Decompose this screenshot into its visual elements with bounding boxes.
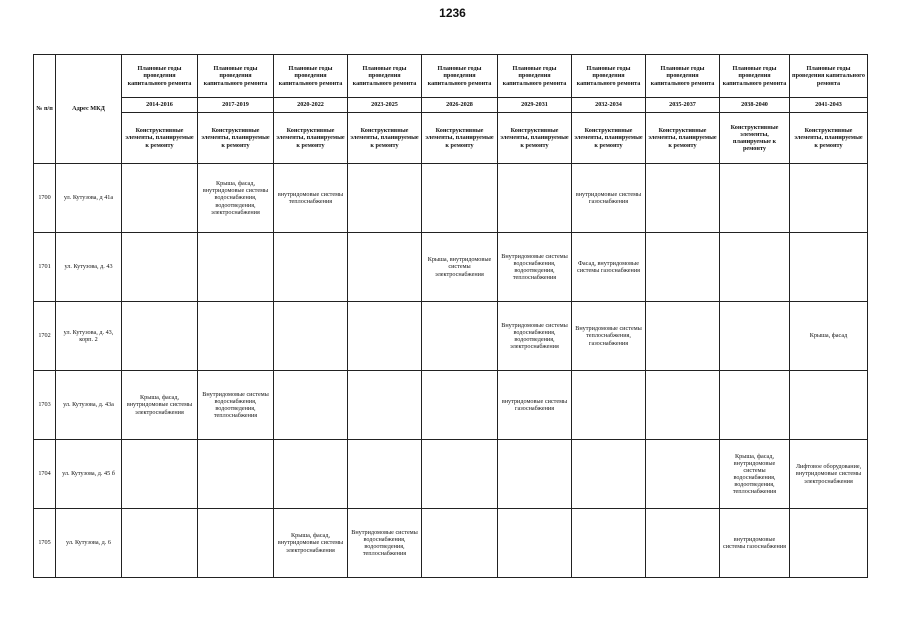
repair-elements-cell (790, 509, 868, 578)
row-address: ул. Кутузова, д. 43 (56, 233, 122, 302)
repair-elements-cell (498, 440, 572, 509)
repair-elements-cell (498, 164, 572, 233)
repair-plan-table (33, 54, 868, 578)
period-years-5: 2029-2031 (498, 98, 572, 113)
repair-elements-cell: Внутридомовые системы водоснабжения, водоотведения, теплоснабжения (348, 509, 422, 578)
repair-elements-cell (274, 440, 348, 509)
period-title-3: Плановые годы проведения капитального ремонта (348, 55, 422, 98)
repair-elements-cell (274, 233, 348, 302)
repair-elements-cell (646, 371, 720, 440)
row-number: 1702 (34, 302, 56, 371)
period-years-3: 2023-2025 (348, 98, 422, 113)
repair-elements-cell (122, 509, 198, 578)
period-title-4: Плановые годы проведения капитального ремонта (422, 55, 498, 98)
row-address: ул. Кутузова, д. 43а (56, 371, 122, 440)
table-row (34, 440, 868, 509)
repair-elements-cell (198, 509, 274, 578)
repair-elements-cell: внутридомовые системы теплоснабжения (274, 164, 348, 233)
repair-elements-cell (348, 233, 422, 302)
repair-elements-cell (720, 302, 790, 371)
table-body (34, 164, 868, 578)
repair-elements-cell (498, 509, 572, 578)
repair-elements-cell: Лифтовое оборудование, внутридомовые системы электроснабжения (790, 440, 868, 509)
repair-elements-cell (122, 233, 198, 302)
period-elements-header-7: Конструктивные элементы, планируемые к ремонту (646, 113, 720, 164)
header-row-years (34, 98, 868, 113)
repair-elements-cell: внутридомовые системы газоснабжения (720, 509, 790, 578)
repair-elements-cell (348, 302, 422, 371)
period-elements-header-1: Конструктивные элементы, планируемые к ремонту (198, 113, 274, 164)
table-row (34, 302, 868, 371)
repair-elements-cell: внутридомовые системы газоснабжения (498, 371, 572, 440)
repair-elements-cell (274, 302, 348, 371)
repair-elements-cell: Крыша, фасад, внутридомовые системы электроснабжения (274, 509, 348, 578)
repair-elements-cell (348, 371, 422, 440)
repair-elements-cell (422, 371, 498, 440)
repair-elements-cell (790, 371, 868, 440)
row-address: ул. Кутузова, д. 6 (56, 509, 122, 578)
period-elements-header-3: Конструктивные элементы, планируемые к ремонту (348, 113, 422, 164)
repair-elements-cell (646, 164, 720, 233)
repair-elements-cell (720, 233, 790, 302)
period-title-7: Плановые годы проведения капитального ремонта (646, 55, 720, 98)
row-address: ул. Кутузова, д. 45 б (56, 440, 122, 509)
row-number: 1703 (34, 371, 56, 440)
repair-elements-cell (790, 233, 868, 302)
period-years-8: 2038-2040 (720, 98, 790, 113)
header-row-elements (34, 113, 868, 164)
repair-elements-cell (348, 164, 422, 233)
period-title-8: Плановые годы проведения капитального ремонта (720, 55, 790, 98)
row-address: ул. Кутузова, д 41а (56, 164, 122, 233)
repair-elements-cell (572, 371, 646, 440)
repair-elements-cell: Крыша, внутридомовые системы электроснабжения (422, 233, 498, 302)
row-number: 1705 (34, 509, 56, 578)
row-number: 1704 (34, 440, 56, 509)
repair-elements-cell (646, 440, 720, 509)
period-elements-header-8: Конструктивные элементы, планируемые к ремонту (720, 113, 790, 164)
period-elements-header-4: Конструктивные элементы, планируемые к ремонту (422, 113, 498, 164)
repair-elements-cell (122, 164, 198, 233)
repair-elements-cell (572, 509, 646, 578)
repair-elements-cell (790, 164, 868, 233)
period-title-0: Плановые годы проведения капитального ремонта (122, 55, 198, 98)
column-header-address: Адрес МКД (56, 55, 122, 164)
repair-elements-cell (572, 440, 646, 509)
page-number: 1236 (439, 6, 466, 20)
repair-elements-cell (122, 440, 198, 509)
repair-elements-cell (198, 302, 274, 371)
repair-elements-cell: Крыша, фасад, внутридомовые системы электроснабжения (122, 371, 198, 440)
period-title-1: Плановые годы проведения капитального ремонта (198, 55, 274, 98)
repair-elements-cell (348, 440, 422, 509)
header-row-title (34, 55, 868, 98)
repair-elements-cell (422, 164, 498, 233)
period-elements-header-6: Конструктивные элементы, планируемые к ремонту (572, 113, 646, 164)
repair-elements-cell: внутридомовые системы газоснабжения (572, 164, 646, 233)
period-years-2: 2020-2022 (274, 98, 348, 113)
repair-elements-cell: Крыша, фасад, внутридомовые системы водоснабжения, водоотведения, электроснабжения (198, 164, 274, 233)
period-years-7: 2035-2037 (646, 98, 720, 113)
period-years-0: 2014-2016 (122, 98, 198, 113)
period-elements-header-9: Конструктивные элементы, планируемые к ремонту (790, 113, 868, 164)
repair-elements-cell (720, 164, 790, 233)
row-address: ул. Кутузова, д. 43, корп. 2 (56, 302, 122, 371)
repair-elements-cell (274, 371, 348, 440)
repair-elements-cell (646, 302, 720, 371)
period-years-1: 2017-2019 (198, 98, 274, 113)
repair-elements-cell: Крыша, фасад, внутридомовые системы водоснабжения, водоотведения, теплоснабжения (720, 440, 790, 509)
period-title-2: Плановые годы проведения капитального ремонта (274, 55, 348, 98)
repair-elements-cell (720, 371, 790, 440)
repair-elements-cell (422, 302, 498, 371)
column-header-number: № п/п (34, 55, 56, 164)
repair-elements-cell (422, 509, 498, 578)
repair-elements-cell: Внутридомовые системы водоснабжения, водоотведения, электроснабжения (498, 302, 572, 371)
repair-elements-cell: Крыша, фасад (790, 302, 868, 371)
repair-elements-cell (198, 440, 274, 509)
table-row (34, 233, 868, 302)
period-title-9: Плановые годы проведения капитального ремонта (790, 55, 868, 98)
period-years-9: 2041-2043 (790, 98, 868, 113)
table-row (34, 164, 868, 233)
repair-elements-cell (122, 302, 198, 371)
repair-elements-cell: Внутридомовые системы теплоснабжения, газоснабжения (572, 302, 646, 371)
period-elements-header-5: Конструктивные элементы, планируемые к ремонту (498, 113, 572, 164)
table-row (34, 371, 868, 440)
repair-elements-cell: Внутридомовые системы водоснабжения, водоотведения, теплоснабжения (498, 233, 572, 302)
repair-elements-cell: Фасад, внутридомовые системы газоснабжения (572, 233, 646, 302)
repair-elements-cell: Внутридомовые системы водоснабжения, водоотведения, теплоснабжения (198, 371, 274, 440)
period-years-4: 2026-2028 (422, 98, 498, 113)
period-years-6: 2032-2034 (572, 98, 646, 113)
repair-elements-cell (422, 440, 498, 509)
row-number: 1700 (34, 164, 56, 233)
period-elements-header-0: Конструктивные элементы, планируемые к ремонту (122, 113, 198, 164)
repair-elements-cell (646, 233, 720, 302)
repair-elements-cell (198, 233, 274, 302)
period-title-6: Плановые годы проведения капитального ремонта (572, 55, 646, 98)
repair-elements-cell (646, 509, 720, 578)
period-title-5: Плановые годы проведения капитального ремонта (498, 55, 572, 98)
period-elements-header-2: Конструктивные элементы, планируемые к ремонту (274, 113, 348, 164)
table-row (34, 509, 868, 578)
row-number: 1701 (34, 233, 56, 302)
